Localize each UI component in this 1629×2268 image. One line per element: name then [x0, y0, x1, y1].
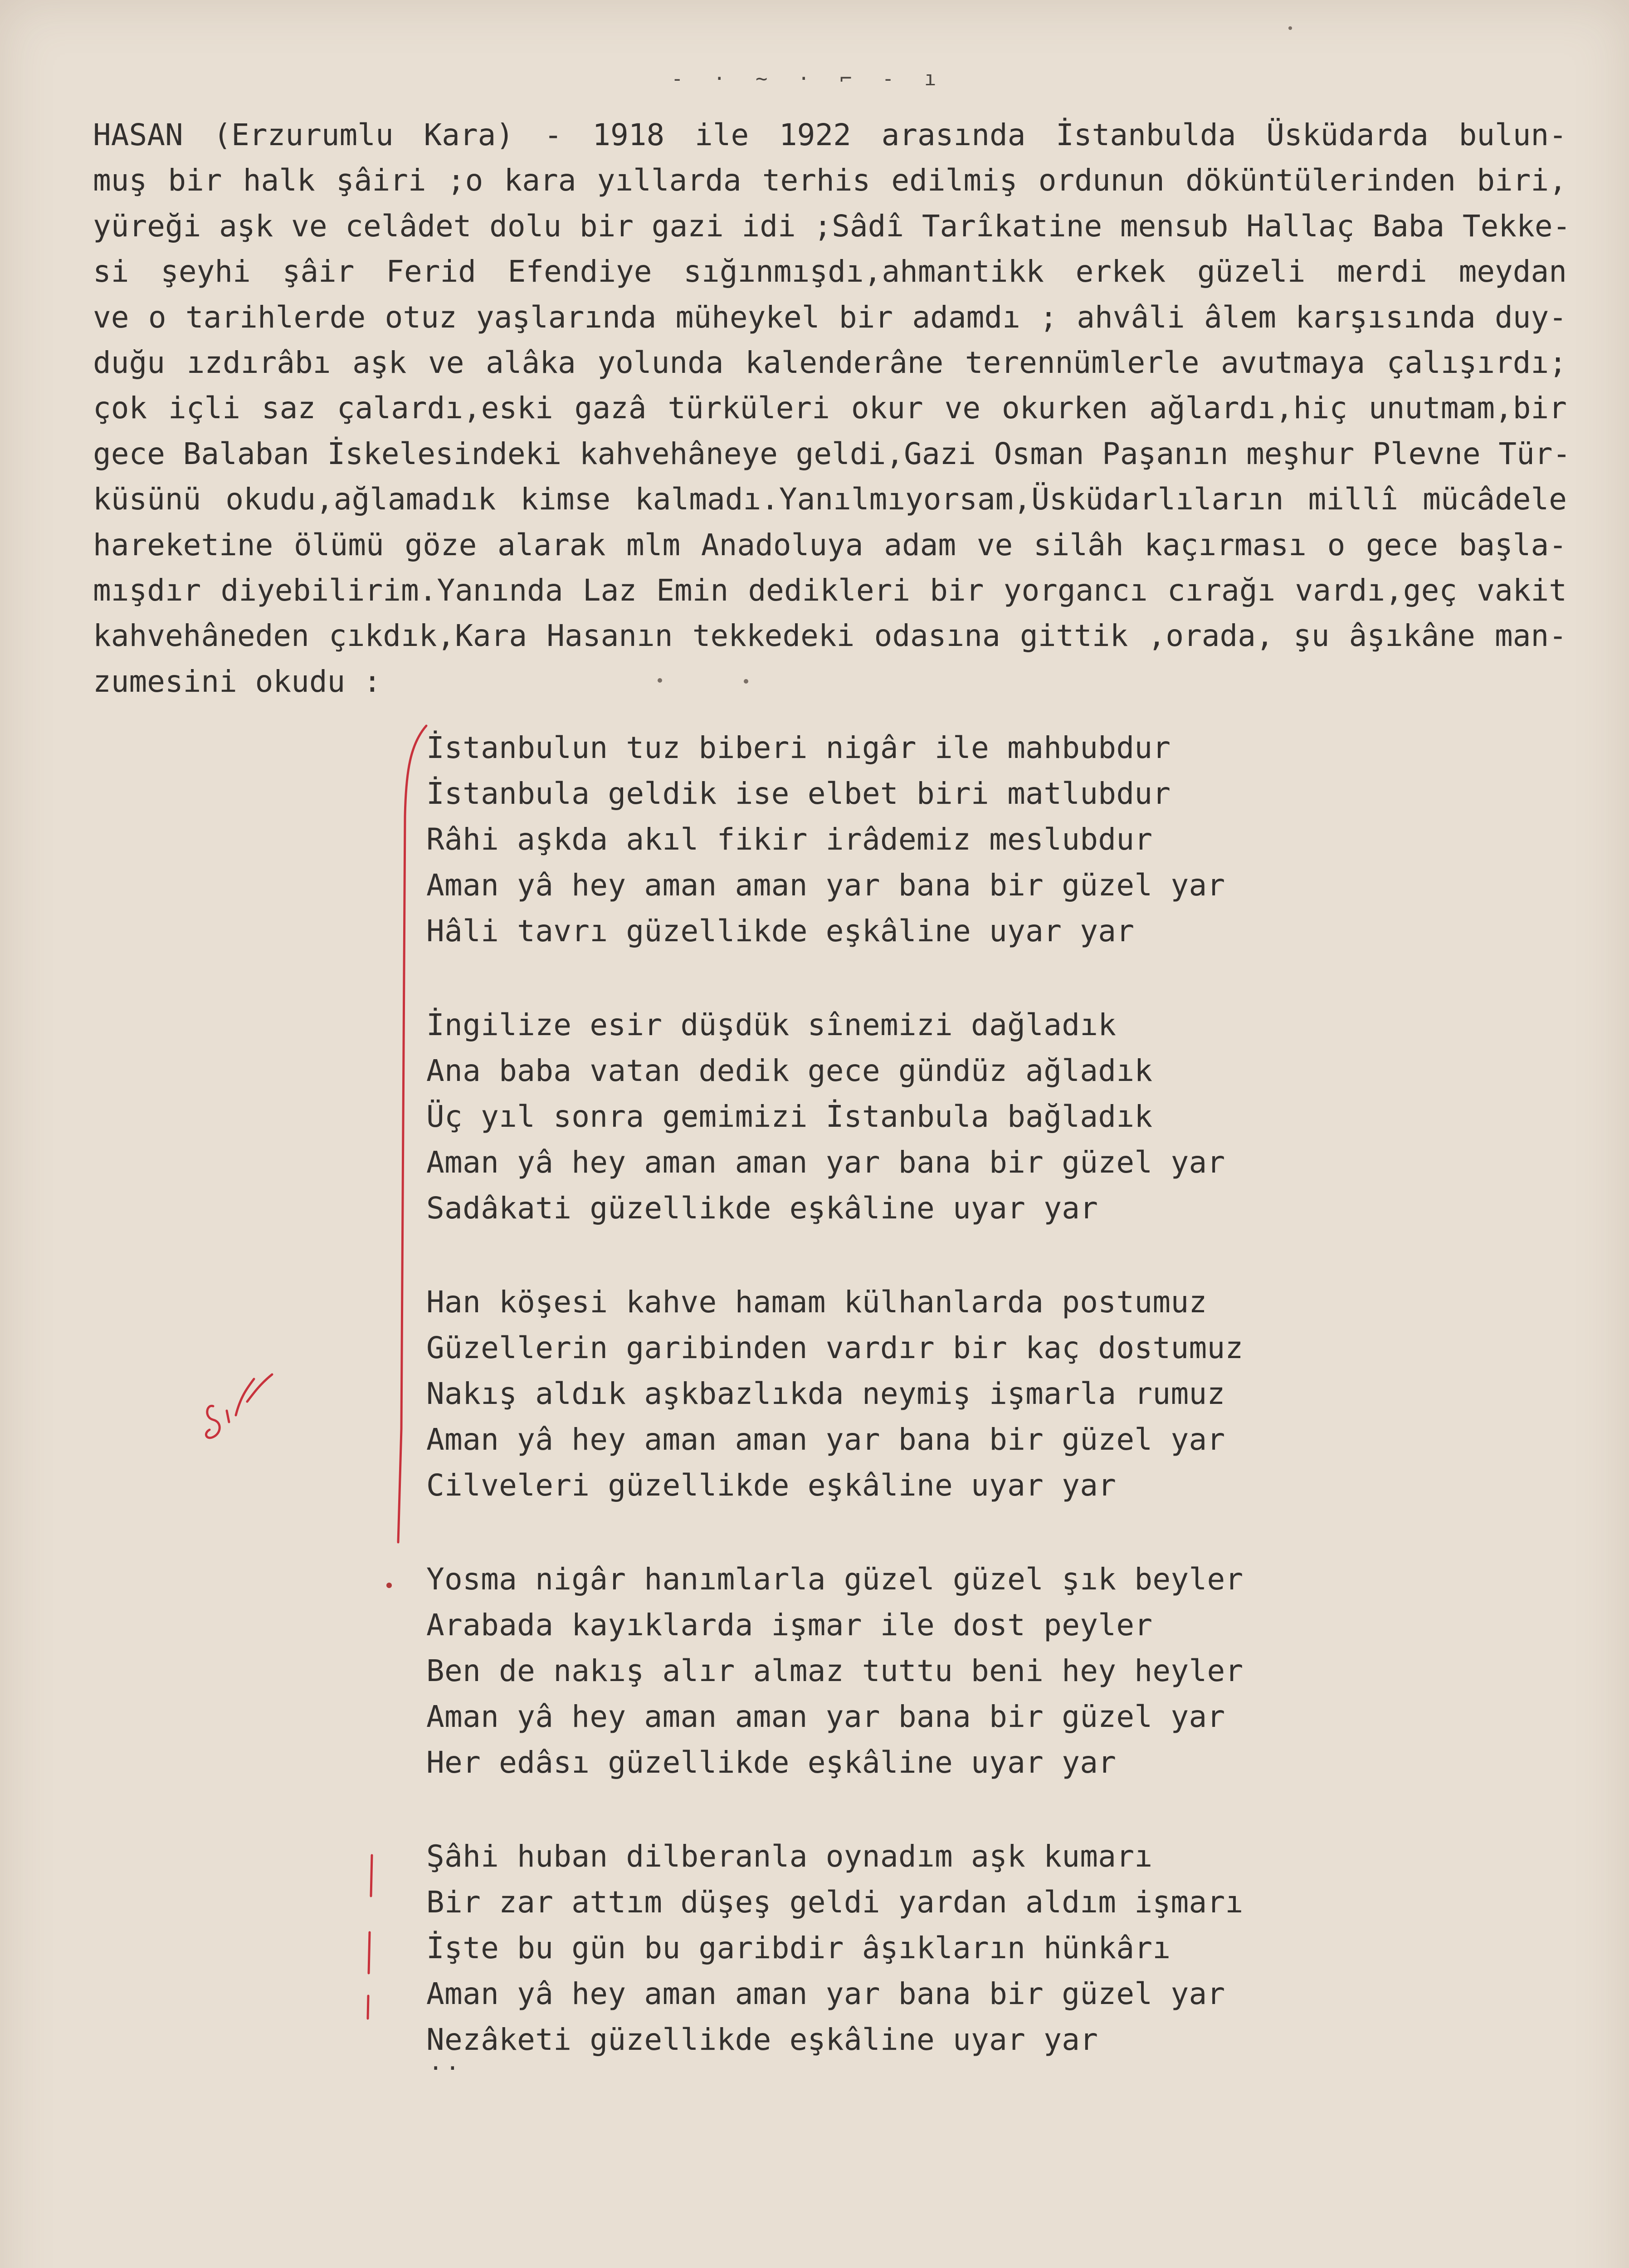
intro-line: si şeyhi şâir Ferid Efendiye sığınmışdı,ahmantikk erkek güzeli merdi meydan	[93, 254, 1567, 289]
red-margin-line-lower	[368, 1855, 372, 2019]
poem-stanza	[426, 1279, 1244, 1508]
poem-verse: İngilize esir düşdük sînemizi dağladık	[426, 1007, 1117, 1042]
poem-verse: İstanbulun tuz biberi nigâr ile mahbubdur	[426, 730, 1171, 765]
poem-verse: Râhi aşkda akıl fikir irâdemiz meslubdur	[426, 822, 1153, 857]
poem-verse: Aman yâ hey aman aman yar bana bir güzel yar	[426, 1699, 1225, 1734]
poem-verse: Aman yâ hey aman aman yar bana bir güzel yar	[426, 1976, 1225, 2011]
red-dot	[386, 1583, 392, 1588]
poem-verse: Yosma nigâr hanımlarla güzel güzel şık beyler	[426, 1562, 1244, 1597]
poem-verse: Güzellerin garibinden vardır bir kaç dostumuz	[426, 1330, 1244, 1365]
poem-verse: Arabada kayıklarda işmar ile dost peyler	[426, 1608, 1153, 1642]
intro-line: kahvehâneden çıkdık,Kara Hasanın tekkedeki odasına gittik ,orada, şu âşıkâne man-	[93, 618, 1567, 654]
header-marks: - · ~ · ⌐ - ı	[671, 67, 946, 90]
poem-verse: Hâli tavrı güzellikde eşkâline uyar yar	[426, 914, 1135, 948]
poem-verse: Ben de nakış alır almaz tuttu beni hey heyler	[426, 1653, 1244, 1688]
poem-verse: Sadâkati güzellikde eşkâline uyar yar	[426, 1191, 1098, 1226]
poem	[426, 725, 1244, 2111]
poem-stanza	[426, 725, 1244, 954]
poem-stanza	[426, 1833, 1244, 2063]
poem-verse: Ana baba vatan dedik gece gündüz ağladık	[426, 1053, 1153, 1088]
poem-stanza	[426, 1002, 1244, 1231]
intro-line: yüreği aşk ve celâdet dolu bir gazi idi ;Sâdî Tarîkatine mensub Hallaç Baba Tekke-	[93, 208, 1571, 244]
poem-stanza	[426, 1556, 1244, 1785]
intro-line: mışdır diyebilirim.Yanında Laz Emin dedikleri bir yorgancı cırağı vardı,geç vakit	[93, 572, 1567, 608]
intro-line: duğu ızdırâbı aşk ve alâka yolunda kalenderâne terennümlerle avutmaya çalışırdı;	[93, 345, 1567, 380]
end-marks: ··	[429, 2055, 463, 2082]
poem-verse: Üç yıl sonra gemimizi İstanbula bağladık	[426, 1099, 1153, 1134]
poem-verse: Nezâketi güzellikde eşkâline uyar yar	[426, 2022, 1098, 2057]
poem-verse: Bir zar attım düşeş geldi yardan aldım işmarı	[426, 1885, 1244, 1920]
intro-line: zumesini okudu :	[93, 664, 381, 699]
intro-paragraph	[93, 112, 1571, 704]
intro-line: hareketine ölümü göze alarak mlm Anadoluya adam ve silâh kaçırması o gece başla-	[93, 527, 1567, 562]
poem-verse: Han köşesi kahve hamam külhanlarda postumuz	[426, 1285, 1207, 1320]
red-pencil-scribble	[206, 1374, 272, 1438]
poem-verse: Aman yâ hey aman aman yar bana bir güzel yar	[426, 1422, 1225, 1457]
intro-line: HASAN (Erzurumlu Kara) - 1918 ile 1922 arasında İstanbulda Üsküdarda bulun-	[93, 117, 1567, 152]
intro-line: muş bir halk şâiri ;o kara yıllarda terhis edilmiş ordunun döküntülerinden biri,	[93, 163, 1567, 198]
poem-verse: Cilveleri güzellikde eşkâline uyar yar	[426, 1468, 1117, 1503]
poem-verse: İstanbula geldik ise elbet biri matlubdur	[426, 776, 1171, 811]
poem-verse: Aman yâ hey aman aman yar bana bir güzel yar	[426, 1145, 1225, 1180]
intro-line: ve o tarihlerde otuz yaşlarında müheykel bir adamdı ; ahvâli âlem karşısında duy-	[93, 299, 1567, 335]
poem-verse: Şâhi huban dilberanla oynadım aşk kumarı	[426, 1839, 1153, 1874]
poem-verse: Aman yâ hey aman aman yar bana bir güzel yar	[426, 868, 1225, 903]
ink-dot	[1288, 26, 1292, 30]
red-margin-line	[398, 726, 426, 1542]
poem-verse: Nakış aldık aşkbazlıkda neymiş işmarla rumuz	[426, 1376, 1225, 1411]
poem-verse: İşte bu gün bu garibdir âşıkların hünkârı	[426, 1931, 1171, 1965]
intro-line: çok içli saz çalardı,eski gazâ türküleri okur ve okurken ağlardı,hiç unutmam,bir	[93, 391, 1567, 426]
poem-verse: Her edâsı güzellikde eşkâline uyar yar	[426, 1745, 1117, 1780]
intro-line: gece Balaban İskelesindeki kahvehâneye geldi,Gazi Osman Paşanın meşhur Plevne Tür-	[93, 436, 1571, 471]
intro-line: küsünü okudu,ağlamadık kimse kalmadı.Yanılmıyorsam,Üsküdarlıların millî mücâdele	[93, 482, 1567, 517]
